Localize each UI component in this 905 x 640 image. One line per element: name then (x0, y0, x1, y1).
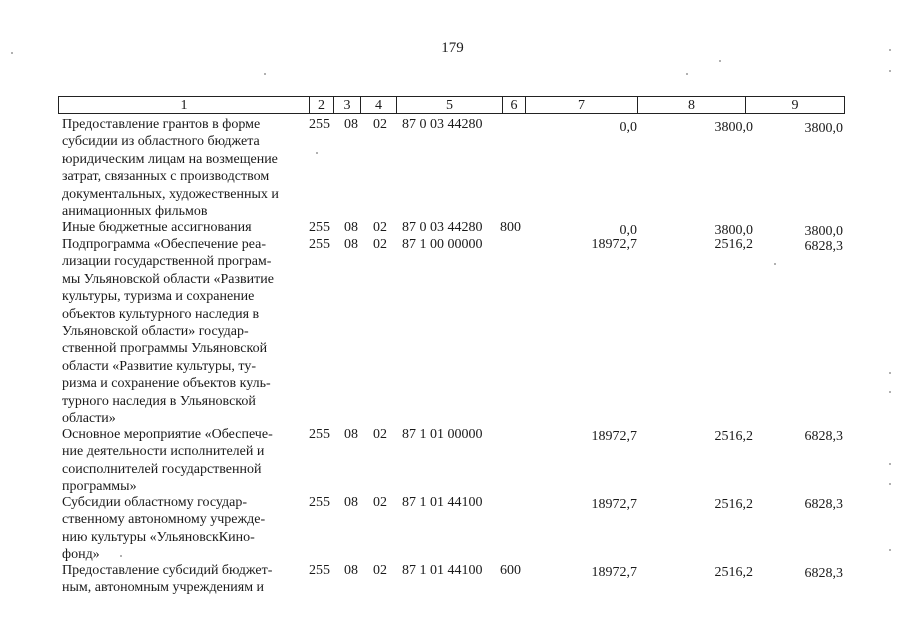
cell-col-9: 6828,3 (804, 429, 843, 444)
scan-speck (686, 73, 688, 75)
description-line: ние деятельности исполнителей и (62, 444, 265, 460)
scan-speck (889, 463, 891, 465)
header-col-8: 8 (637, 97, 745, 113)
page-number: 179 (441, 40, 464, 56)
description-line: Подпрограмма «Обеспечение реа- (62, 237, 267, 252)
scan-speck (889, 70, 891, 72)
header-col-2: 2 (309, 97, 333, 113)
cell-col-3: 08 (344, 427, 358, 442)
description-line: Ульяновской области» государ- (62, 324, 249, 340)
cell-col-7: 18972,7 (591, 497, 637, 512)
cell-col-5: 87 1 00 00000 (402, 237, 483, 252)
header-col-5: 5 (396, 97, 502, 113)
cell-col-4: 02 (373, 117, 387, 132)
description-line: анимационных фильмов (62, 204, 208, 220)
cell-col-8: 2516,2 (714, 565, 753, 580)
cell-col-5: 87 1 01 00000 (402, 427, 483, 442)
scan-speck (120, 555, 122, 557)
cell-col-8: 2516,2 (714, 497, 753, 512)
cell-col-5: 87 1 01 44100 (402, 495, 483, 510)
cell-col-3: 08 (344, 237, 358, 252)
cell-col-8: 2516,2 (714, 237, 753, 252)
cell-col-7: 0,0 (619, 223, 637, 238)
cell-col-7: 18972,7 (591, 429, 637, 444)
cell-col-4: 02 (373, 237, 387, 252)
cell-col-3: 08 (344, 563, 358, 578)
description-line: фонд» (62, 547, 100, 563)
header-col-6: 6 (502, 97, 525, 113)
scan-speck (774, 263, 776, 265)
header-col-7: 7 (525, 97, 637, 113)
cell-col-6: 800 (500, 220, 521, 235)
description-line: субсидии из областного бюджета (62, 134, 260, 150)
cell-col-2: 255 (309, 117, 330, 132)
scan-speck (889, 391, 891, 393)
description-line: объектов культурного наследия в (62, 306, 260, 322)
cell-col-8: 3800,0 (714, 223, 753, 238)
cell-col-9: 6828,3 (804, 239, 843, 254)
row-description (62, 116, 301, 220)
table-header (58, 96, 845, 114)
scan-speck (264, 73, 266, 75)
header-col-4: 4 (360, 97, 396, 113)
cell-col-7: 18972,7 (591, 237, 637, 252)
cell-col-2: 255 (309, 220, 330, 235)
description-line: мы Ульяновской области «Развитие (62, 271, 274, 287)
cell-col-3: 08 (344, 495, 358, 510)
header-col-1: 1 (180, 98, 188, 113)
cell-col-9: 3800,0 (804, 224, 843, 239)
cell-col-2: 255 (309, 427, 330, 442)
cell-col-3: 08 (344, 117, 358, 132)
cell-col-4: 02 (373, 563, 387, 578)
description-line: области «Развитие культуры, ту- (62, 358, 257, 374)
cell-col-8: 3800,0 (714, 120, 753, 135)
scan-speck (889, 49, 891, 51)
description-line: области» (62, 411, 116, 427)
cell-col-8: 2516,2 (714, 429, 753, 444)
cell-col-9: 6828,3 (804, 566, 843, 581)
scan-speck (11, 52, 13, 54)
cell-col-2: 255 (309, 563, 330, 578)
description-line: Основное мероприятие «Обеспече- (62, 427, 273, 442)
description-line: Субсидии областному государ- (62, 495, 248, 510)
cell-col-7: 0,0 (619, 120, 637, 135)
scan-speck (719, 60, 721, 62)
scan-speck (316, 152, 318, 154)
description-line: нию культуры «УльяновскКино- (62, 529, 255, 545)
header-col-3: 3 (333, 97, 360, 113)
row-description (62, 494, 301, 564)
cell-col-9: 3800,0 (804, 121, 843, 136)
description-line: документальных, художественных и (62, 186, 279, 202)
cell-col-4: 02 (373, 495, 387, 510)
description-line: ственной программы Ульяновской (62, 341, 268, 357)
cell-col-9: 6828,3 (804, 497, 843, 512)
cell-col-5: 87 1 01 44100 (402, 563, 483, 578)
row-description (62, 219, 301, 236)
row-description (62, 426, 301, 496)
cell-col-4: 02 (373, 427, 387, 442)
cell-col-6: 600 (500, 563, 521, 578)
description-line: лизации государственной програм- (62, 254, 272, 270)
description-line: Предоставление субсидий бюджет- (62, 563, 273, 578)
description-line: турного наследия в Ульяновской (62, 393, 256, 409)
description-line: Иные бюджетные ассигнования (62, 220, 252, 235)
cell-col-7: 18972,7 (591, 565, 637, 580)
cell-col-5: 87 0 03 44280 (402, 220, 483, 235)
cell-col-3: 08 (344, 220, 358, 235)
cell-col-4: 02 (373, 220, 387, 235)
description-line: затрат, связанных с производством (62, 169, 270, 185)
row-description (62, 562, 301, 597)
description-line: ственному автономному учрежде- (62, 512, 266, 528)
cell-col-5: 87 0 03 44280 (402, 117, 483, 132)
description-line: юридическим лицам на возмещение (62, 151, 278, 167)
description-line: ным, автономным учреждениям и (62, 580, 265, 596)
row-description (62, 236, 301, 427)
description-line: ризма и сохранение объектов куль- (62, 376, 271, 392)
description-line: соисполнителей государственной (62, 461, 262, 477)
description-line: Предоставление грантов в форме (62, 117, 261, 132)
description-line: программы» (62, 479, 137, 495)
description-line: культуры, туризма и сохранение (62, 289, 255, 305)
scan-speck (889, 549, 891, 551)
scan-speck (889, 483, 891, 485)
header-col-9: 9 (745, 97, 844, 113)
cell-col-2: 255 (309, 237, 330, 252)
cell-col-2: 255 (309, 495, 330, 510)
scan-speck (889, 372, 891, 374)
